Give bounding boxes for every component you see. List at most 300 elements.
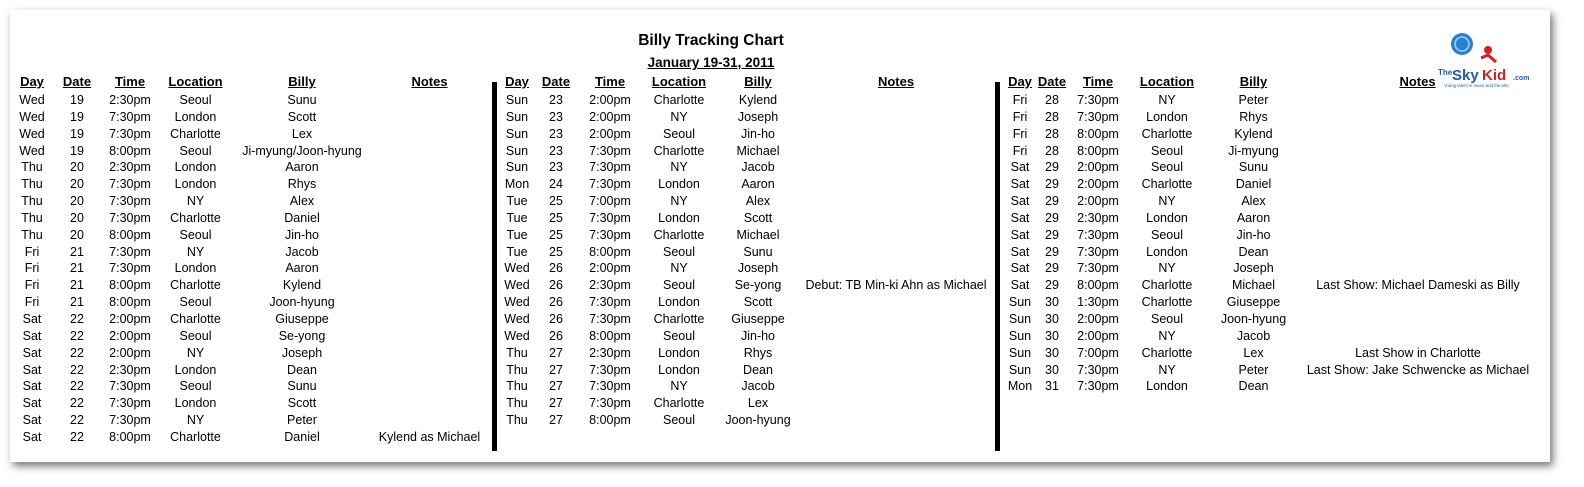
cell-billy: Alex [289,194,315,209]
logo-sky: Sky [1452,67,1479,84]
cell-time: 2:00pm [109,345,151,360]
cell-billy: Peter [287,413,317,428]
cell-location: Charlotte [1141,177,1193,192]
cell-day: Fri [24,244,40,259]
cell-time: 2:00pm [109,311,151,326]
cell-location: Charlotte [170,210,221,225]
cell-time: 2:00pm [589,93,631,107]
cell-billy: Rhys [1239,109,1268,124]
cell-day: Thu [21,194,43,209]
cell-location: Seoul [663,126,695,141]
cell-billy: Michael [1231,278,1276,293]
cell-notes: Last Show: Michael Dameski as Billy [1316,278,1520,293]
cell-day: Wed [504,278,530,293]
cell-time: 8:00pm [109,143,151,158]
cell-location: Charlotte [653,143,705,158]
cell-location: London [1146,109,1188,124]
cell-day: Thu [21,160,43,175]
cell-billy: Joseph [281,345,323,360]
cell-day: Wed [504,261,530,276]
cell-date: 21 [70,261,84,276]
cell-location: Seoul [1151,143,1183,158]
cell-notes: Debut: TB Min-ki Ahn as Michael [805,278,987,293]
cell-time: 8:00pm [109,295,151,310]
cell-location: Seoul [663,278,695,293]
cell-day: Sat [22,362,42,377]
chart-subtitle: January 19-31, 2011 [647,55,775,70]
header-time: Time [114,74,146,89]
cell-billy: Lex [747,396,769,411]
cell-time: 7:30pm [1077,379,1119,394]
cell-date: 30 [1045,328,1059,343]
cell-billy: Rhys [287,177,317,192]
cell-billy: Dean [1238,379,1269,394]
cell-date: 22 [70,345,84,360]
cell-billy: Scott [287,396,317,411]
cell-location: Charlotte [1141,126,1193,141]
cell-date: 26 [549,295,563,310]
cell-billy: Joon-hyung [269,295,335,310]
cell-location: Seoul [663,413,695,428]
cell-location: Charlotte [170,429,221,444]
cell-billy: Lex [1243,345,1264,360]
cell-billy: Ji-myung [1228,143,1279,158]
cell-date: 20 [70,177,84,192]
cell-location: Charlotte [653,396,705,411]
cell-billy: Sunu [287,93,317,107]
cell-billy: Alex [745,194,771,209]
cell-location: London [174,362,217,377]
cell-location: Seoul [179,227,212,242]
cell-day: Thu [21,227,43,242]
cell-day: Thu [506,379,528,394]
cell-billy: Scott [743,295,773,310]
cell-time: 7:30pm [109,396,151,411]
cell-time: 7:30pm [109,126,151,141]
cell-date: 28 [1045,93,1059,107]
cell-location: NY [186,345,205,360]
cell-day: Sat [1010,210,1030,225]
cell-time: 7:30pm [1077,93,1119,107]
header-billy: Billy [288,74,316,89]
cell-date: 26 [549,328,563,343]
cell-billy: Jin-ho [740,328,776,343]
header-notes: Notes [877,74,915,89]
header-date: Date [62,74,92,89]
cell-day: Wed [504,311,530,326]
cell-day: Tue [506,244,528,259]
cell-billy: Jin-ho [740,126,776,141]
cell-date: 19 [70,109,84,124]
cell-time: 7:00pm [589,194,631,209]
cell-date: 26 [549,278,563,293]
cell-location: London [658,345,700,360]
cell-time: 7:30pm [589,227,631,242]
cell-billy: Joon-hyung [1220,311,1287,326]
cell-day: Thu [21,210,43,225]
cell-location: NY [670,160,688,175]
cell-day: Thu [21,177,43,192]
cell-billy: Jin-ho [284,227,320,242]
cell-location: London [174,177,217,192]
cell-location: NY [186,413,205,428]
cell-date: 21 [70,295,84,310]
cell-time: 7:30pm [589,362,631,377]
cell-billy: Sunu [1238,160,1269,175]
cell-date: 31 [1045,379,1059,394]
cell-notes: Kylend as Michael [378,429,481,444]
cell-time: 8:00pm [589,244,631,259]
cell-location: Seoul [1151,160,1183,175]
cell-day: Sun [505,126,529,141]
cell-location: NY [186,194,205,209]
cell-time: 2:00pm [1077,311,1119,326]
header-day: Day [20,74,44,89]
cell-time: 7:30pm [589,160,631,175]
cell-day: Tue [506,227,528,242]
cell-location: Seoul [1151,227,1183,242]
cell-day: Thu [506,396,528,411]
cell-time: 2:30pm [589,345,631,360]
cell-time: 7:30pm [109,210,151,225]
logo-tagline: Young talent in music and the arts [1444,83,1509,88]
cell-day: Sat [22,328,42,343]
logo-figure-icon [1484,46,1492,54]
cell-time: 2:30pm [109,362,151,377]
cell-date: 22 [70,429,84,444]
cell-time: 7:30pm [1077,109,1119,124]
cell-day: Sat [22,429,42,444]
cell-time: 2:30pm [109,160,151,175]
cell-date: 30 [1045,362,1059,377]
header-notes: Notes [1399,74,1436,89]
cell-billy: Kylend [282,278,322,293]
cell-date: 23 [549,160,563,175]
cell-date: 26 [549,311,563,326]
cell-billy: Daniel [284,429,320,444]
cell-date: 19 [70,93,84,107]
chart-title: Billy Tracking Chart [638,32,784,49]
cell-time: 2:30pm [589,278,631,293]
cell-time: 7:30pm [589,396,631,411]
cell-date: 30 [1045,345,1059,360]
cell-date: 30 [1045,311,1059,326]
cell-day: Thu [506,413,528,428]
cell-billy: Aaron [285,160,319,175]
cell-billy: Jacob [285,244,319,259]
cell-time: 7:30pm [109,413,151,428]
cell-location: NY [670,379,688,394]
cell-location: London [1146,379,1188,394]
cell-day: Wed [19,126,45,141]
cell-location: Charlotte [1141,278,1193,293]
cell-time: 8:00pm [589,413,631,428]
cell-location: NY [670,261,688,276]
cell-billy: Lex [291,126,313,141]
cell-day: Sun [1008,345,1032,360]
cell-billy: Jacob [741,379,775,394]
cell-date: 20 [70,194,84,209]
cell-time: 2:00pm [589,261,631,276]
cell-date: 23 [549,109,563,124]
cell-date: 29 [1045,261,1059,276]
cell-date: 22 [70,413,84,428]
cell-day: Fri [1012,126,1028,141]
header-location: Location [651,74,707,89]
cell-billy: Kylend [738,93,778,107]
cell-time: 2:00pm [1077,328,1119,343]
cell-day: Fri [24,261,40,276]
cell-billy: Alex [1241,194,1266,209]
cell-date: 23 [549,143,563,158]
cell-billy: Joon-hyung [725,413,791,428]
cell-date: 20 [70,210,84,225]
header-time: Time [1082,74,1114,89]
cell-time: 2:00pm [109,328,151,343]
cell-date: 30 [1045,295,1059,310]
cell-day: Sat [1010,177,1030,192]
cell-date: 29 [1045,194,1059,209]
cell-day: Fri [1012,109,1028,124]
header-day: Day [505,74,529,89]
cell-location: London [174,109,217,124]
cell-billy: Sunu [743,244,773,259]
cell-location: Seoul [663,328,695,343]
cell-time: 7:30pm [589,311,631,326]
cell-location: Charlotte [170,311,221,326]
cell-day: Wed [19,109,45,124]
cell-day: Sat [22,379,42,394]
cell-location: London [658,210,700,225]
cell-billy: Dean [287,362,317,377]
cell-billy: Daniel [284,210,320,225]
cell-time: 2:00pm [589,109,631,124]
cell-day: Thu [506,362,528,377]
cell-date: 22 [70,379,84,394]
cell-location: Seoul [179,328,212,343]
cell-billy: Jacob [1236,328,1271,343]
cell-date: 27 [549,413,563,428]
cell-billy: Dean [1238,244,1269,259]
cell-billy: Se-yong [734,278,782,293]
cell-date: 23 [549,93,563,107]
cell-location: Seoul [179,143,212,158]
cell-location: Seoul [179,93,212,107]
header-day: Day [1008,74,1032,89]
cell-time: 2:00pm [589,126,631,141]
cell-notes: Last Show in Charlotte [1355,345,1481,360]
cell-location: Seoul [1151,311,1183,326]
cell-location: London [658,295,700,310]
cell-time: 2:30pm [109,93,151,107]
cell-day: Sat [1010,261,1030,276]
cell-billy: Scott [287,109,317,124]
cell-day: Fri [1012,93,1028,107]
cell-date: 21 [70,278,84,293]
cell-location: Charlotte [653,227,705,242]
cell-time: 7:30pm [589,295,631,310]
cell-time: 7:30pm [109,194,151,209]
cell-time: 7:30pm [589,210,631,225]
cell-location: NY [670,194,688,209]
cell-day: Sun [1008,295,1032,310]
cell-time: 7:30pm [1077,261,1119,276]
logo-the: The [1438,68,1453,77]
cell-location: Charlotte [170,126,221,141]
cell-billy: Joseph [737,109,779,124]
cell-billy: Joseph [737,261,779,276]
cell-time: 7:30pm [1077,227,1119,242]
cell-time: 7:30pm [589,379,631,394]
cell-time: 8:00pm [109,429,151,444]
cell-time: 7:30pm [589,143,631,158]
cell-location: London [174,160,217,175]
cell-time: 7:30pm [109,177,151,192]
header-time: Time [594,74,626,89]
cell-location: London [658,177,700,192]
header-date: Date [541,74,571,89]
cell-billy: Se-yong [278,328,326,343]
cell-date: 29 [1045,227,1059,242]
cell-day: Sat [22,311,42,326]
cell-time: 7:30pm [109,244,151,259]
cell-time: 2:00pm [1077,194,1119,209]
cell-billy: Giuseppe [275,311,329,326]
cell-location: NY [1158,194,1176,209]
cell-billy: Michael [736,227,780,242]
cell-location: London [658,362,700,377]
cell-location: Charlotte [653,93,705,107]
cell-day: Mon [1007,379,1033,394]
cell-date: 20 [70,227,84,242]
cell-day: Sun [505,93,529,107]
cell-date: 29 [1045,177,1059,192]
cell-day: Wed [19,93,45,107]
cell-time: 2:00pm [1077,177,1119,192]
cell-location: Charlotte [170,278,221,293]
cell-billy: Jacob [741,160,775,175]
cell-billy: Dean [743,362,773,377]
cell-location: London [1146,244,1188,259]
cell-day: Sat [22,345,42,360]
cell-day: Tue [506,194,528,209]
cell-day: Sun [1008,328,1032,343]
cell-day: Tue [506,210,528,225]
cell-billy: Kylend [1234,126,1273,141]
cell-day: Sat [1010,160,1030,175]
cell-time: 8:00pm [109,227,151,242]
cell-day: Fri [1012,143,1028,158]
cell-day: Sat [1010,227,1030,242]
cell-billy: Peter [1238,362,1269,377]
cell-time: 7:30pm [109,109,151,124]
cell-day: Sun [505,160,529,175]
cell-time: 7:30pm [1077,362,1119,377]
cell-time: 8:00pm [1077,143,1119,158]
cell-time: 7:30pm [109,379,151,394]
cell-location: London [174,396,217,411]
cell-billy: Rhys [743,345,773,360]
cell-location: NY [670,109,688,124]
cell-date: 22 [70,396,84,411]
cell-billy: Peter [1238,93,1269,107]
cell-day: Sat [1010,194,1030,209]
cell-date: 21 [70,244,84,259]
header-date: Date [1037,74,1067,89]
cell-date: 22 [70,362,84,377]
cell-date: 22 [70,328,84,343]
cell-date: 25 [549,227,563,242]
column-divider-1 [492,82,497,451]
cell-day: Fri [24,278,40,293]
cell-billy: Giuseppe [1226,295,1281,310]
cell-time: 8:00pm [589,328,631,343]
cell-location: London [1146,210,1188,225]
cell-day: Wed [19,143,45,158]
cell-billy: Ji-myung/Joon-hyung [242,143,362,158]
cell-location: NY [1158,362,1176,377]
cell-day: Sun [505,109,529,124]
cell-date: 26 [549,261,563,276]
column-divider-2 [995,82,1000,451]
cell-date: 24 [549,177,563,192]
cell-location: Seoul [179,295,212,310]
cell-date: 25 [549,194,563,209]
cell-date: 27 [549,379,563,394]
cell-date: 20 [70,160,84,175]
cell-billy: Daniel [1235,177,1272,192]
cell-time: 1:30pm [1077,295,1119,310]
header-location: Location [1139,74,1195,89]
header-notes: Notes [411,74,448,89]
cell-notes: Last Show: Jake Schwencke as Michael [1306,362,1530,377]
cell-time: 7:30pm [109,261,151,276]
cell-date: 29 [1045,160,1059,175]
cell-billy: Sunu [287,379,317,394]
logo-kid: Kid [1482,67,1507,84]
cell-date: 23 [549,126,563,141]
cell-date: 25 [549,244,563,259]
cell-day: Fri [24,295,40,310]
cell-date: 27 [549,362,563,377]
cell-day: Sat [22,396,42,411]
cell-billy: Aaron [741,177,775,192]
cell-date: 22 [70,311,84,326]
cell-location: NY [1158,93,1176,107]
header-billy: Billy [1239,74,1268,89]
cell-day: Wed [504,295,530,310]
cell-day: Sat [22,413,42,428]
cell-date: 28 [1045,143,1059,158]
cell-date: 25 [549,210,563,225]
cell-billy: Jin-ho [1236,227,1271,242]
cell-time: 2:30pm [1077,210,1119,225]
cell-location: London [174,261,217,276]
cell-day: Sun [505,143,529,158]
cell-day: Thu [506,345,528,360]
cell-location: Seoul [663,244,695,259]
header-location: Location [168,74,223,89]
cell-location: Charlotte [1141,295,1193,310]
cell-day: Sat [1010,244,1030,259]
cell-billy: Aaron [1236,210,1271,225]
cell-day: Sat [1010,278,1030,293]
cell-date: 29 [1045,278,1059,293]
cell-location: Seoul [179,379,212,394]
cell-billy: Michael [736,143,780,158]
cell-time: 7:30pm [589,177,631,192]
cell-date: 28 [1045,126,1059,141]
